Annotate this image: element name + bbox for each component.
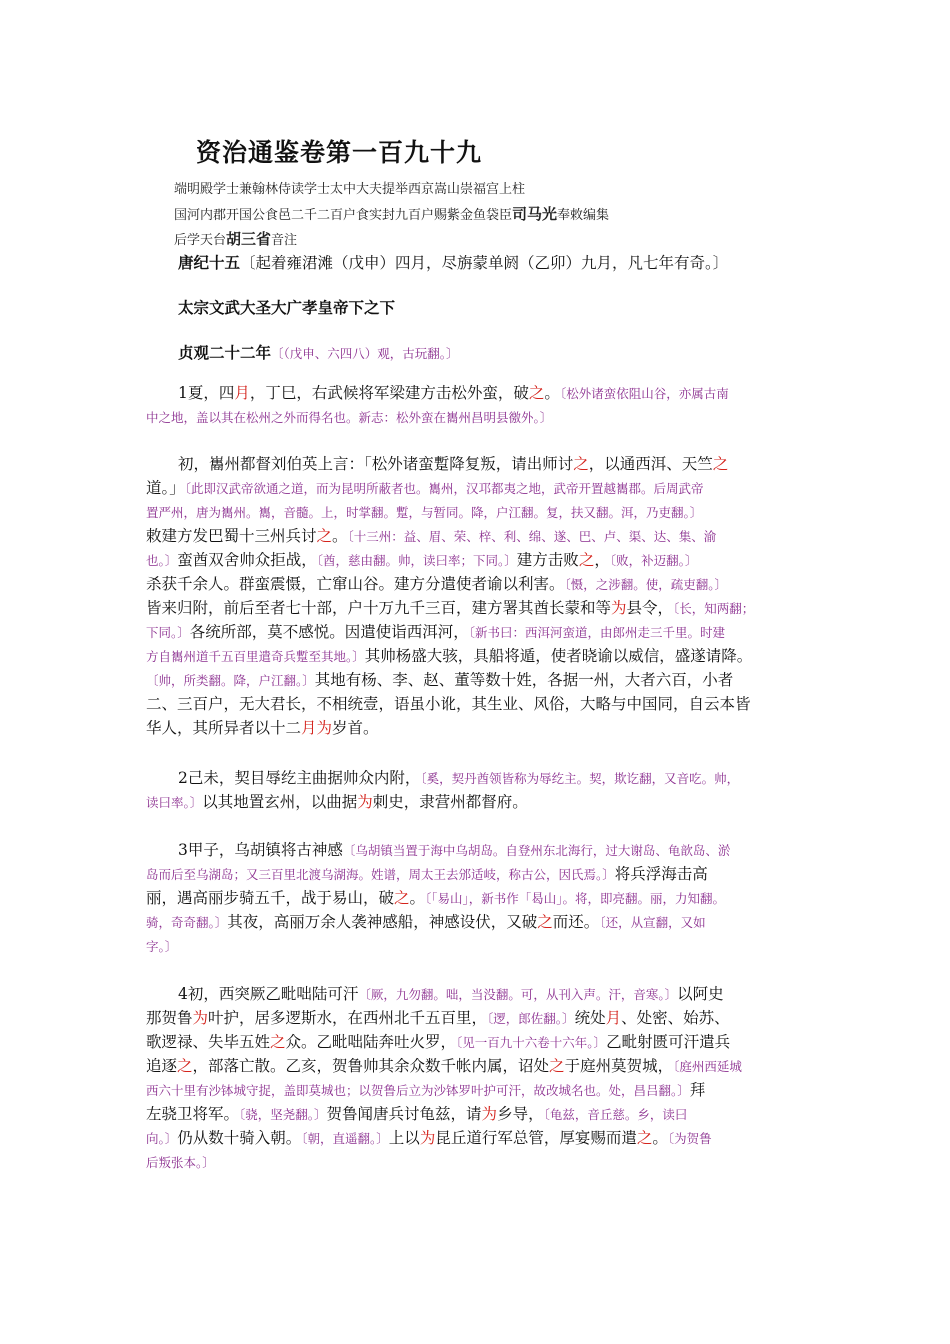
text-line: [146, 838, 814, 862]
main-text: 仍从数十骑入朝。: [177, 1129, 302, 1147]
text-line: [146, 381, 814, 405]
main-text: 于庭州莫贺城，: [564, 1057, 674, 1075]
year-heading: [178, 341, 459, 363]
text-line: [146, 572, 814, 596]
byline-annotator-suffix: 音注: [271, 233, 298, 248]
main-text: 4初，西突厥乙毗咄陆可汗: [178, 985, 359, 1003]
byline-compiler-prefix: 国河内郡开国公食邑二千二百户食实封九百户赐紫金鱼袋臣: [174, 208, 513, 223]
paragraph-1: [146, 381, 814, 429]
text-line: [146, 644, 814, 668]
commentary-note: 〔龟兹，音丘慈。乡，读曰: [543, 1107, 688, 1122]
main-text: ，: [594, 551, 610, 569]
highlighted-char: 之: [636, 1129, 653, 1147]
commentary-note: 〔奚，契丹酋领皆称为辱纥主。契，欺讫翻，又音吃。帅，: [420, 771, 740, 786]
main-text: 以其地置玄州，以曲据: [202, 793, 358, 811]
main-text: 。: [332, 527, 348, 545]
main-text: 以阿史: [677, 985, 724, 1003]
main-text: 初，巂州都督刘伯英上言：「松外诸蛮蹔降复叛，请出师讨: [178, 455, 574, 473]
main-text: 拜: [689, 1081, 706, 1099]
commentary-note: 〔帅，所类翻。降，户江翻。〕: [146, 673, 315, 688]
text-line: [146, 596, 814, 620]
text-line: [146, 1102, 814, 1126]
main-text: 2己未，契目辱纥主曲据帅众内附，: [178, 769, 421, 787]
text-line: [146, 1006, 814, 1030]
era-label: 唐纪十五: [178, 253, 241, 272]
highlighted-char: 之: [528, 384, 545, 402]
commentary-note: 骑，奇奇翻。〕: [146, 915, 228, 930]
text-line: [146, 405, 814, 429]
text-line: [146, 1030, 814, 1054]
year-label: 贞观二十二年: [178, 343, 272, 362]
chapter-heading: 太宗文武大圣大广孝皇帝下之下: [178, 298, 396, 317]
main-text: 。: [544, 384, 560, 402]
text-line: [146, 982, 814, 1006]
main-text: 叶护，居多逻斯水，在西州北千五百里，: [208, 1009, 488, 1027]
main-text: 二、三百户，无大君长，不相统壹，语虽小讹，其生业、风俗，大略与中国同，自云本皆: [146, 695, 751, 713]
main-text: 众。乙毗咄陆奔吐火罗，: [285, 1033, 457, 1051]
byline-annotator: [174, 228, 297, 249]
main-text: 华人，其所异者以十二: [146, 719, 302, 737]
main-text: 统处: [574, 1009, 606, 1027]
main-text: 刺史，隶营州都督府。: [372, 793, 528, 811]
highlighted-char: 为: [481, 1105, 498, 1123]
highlighted-char: 之: [573, 455, 589, 473]
text-line: [146, 548, 814, 572]
main-text: 岁首。: [332, 719, 379, 737]
text-line: [146, 766, 814, 790]
highlighted-char: 之: [316, 527, 333, 545]
main-text: 。: [652, 1129, 668, 1147]
commentary-note: 字。〕: [146, 939, 178, 954]
highlighted-char: 为: [192, 1009, 209, 1027]
main-text: 1夏，四: [178, 384, 235, 402]
commentary-note: 〔见一百九十六卷十六年。〕: [456, 1035, 607, 1050]
main-text: 将兵浮海击高: [614, 865, 708, 883]
main-text: 追逐: [146, 1057, 178, 1075]
main-text: 上以: [388, 1129, 420, 1147]
main-text: 而还。: [552, 913, 600, 931]
highlighted-char: 之: [394, 889, 410, 907]
text-line: [146, 1078, 814, 1102]
main-text: 乡导，: [497, 1105, 544, 1123]
highlighted-char: 月: [605, 1009, 622, 1027]
text-line: [146, 1054, 814, 1078]
highlighted-char: 为: [419, 1129, 436, 1147]
commentary-note: 〔厥，九勿翻。咄，当没翻。可，从刊入声。汗，音寒。〕: [358, 987, 678, 1002]
text-line: [146, 1126, 814, 1150]
text-line: [146, 790, 814, 814]
commentary-note: 后叛张本。〕: [146, 1155, 215, 1170]
commentary-note: 置严州，唐为巂州。巂，音髓。上，时掌翻。蹔，与暂同。降，户江翻。复，扶又翻。洱，乃吏翻。〕: [146, 505, 703, 520]
main-text: 3甲子，乌胡镇将古神感: [178, 841, 343, 859]
commentary-note: 〔为贺鲁: [667, 1131, 712, 1146]
byline-compiler: [174, 203, 609, 224]
main-text: 。: [409, 889, 426, 907]
main-text: 建方击败: [516, 551, 579, 569]
main-text: 县令，: [626, 599, 674, 617]
text-line: [146, 910, 814, 934]
main-text: 其夜，高丽万余人袭神感船，神感设伏，又破: [227, 913, 538, 931]
commentary-note: 〔酋，慈由翻。帅，读曰率；下同。〕: [316, 553, 517, 568]
main-text: 敕建方发巴蜀十三州兵讨: [146, 527, 317, 545]
paragraph-5: [146, 982, 814, 1174]
main-text: 其帅杨盛大骇，具船将遁，使者晓谕以威信，盛遂请降。: [364, 647, 753, 665]
paragraph-3: [146, 766, 814, 814]
main-text: ，丁巳，右武候将军梁建方击松外蛮，破: [249, 384, 529, 402]
commentary-note: 〔松外诸蛮依阻山谷，亦属古南: [559, 386, 729, 401]
main-text: 、处密、始苏、: [621, 1009, 730, 1027]
text-line: [146, 692, 814, 716]
highlighted-char: 之: [712, 455, 729, 473]
commentary-note: 〔朝，直遥翻。〕: [301, 1131, 389, 1146]
year-note: 〔（戊申、六四八）观，古玩翻。〕: [271, 346, 459, 361]
highlighted-char: 为: [357, 793, 373, 811]
era-note: 〔起着雍涒滩（戊申）四月，尽旃蒙单阏（乙卯）九月，凡七年有奇。〕: [240, 254, 729, 272]
paragraph-2: [146, 452, 814, 740]
highlighted-char: 月为: [301, 719, 333, 737]
text-line: [146, 500, 814, 524]
main-text: 其地有杨、李、赵、董等数十姓，各据一州，大者六百，小者: [314, 671, 734, 689]
commentary-note: 方自巂州道千五百里遣奇兵蹔至其地。〕: [146, 649, 365, 664]
commentary-note: 〔新书曰：西洱河蛮道，由郎州走三千里。时建: [468, 625, 726, 640]
byline-annotator-prefix: 后学天台: [174, 233, 227, 248]
commentary-note: 〔此即汉武帝欲通之道，而为昆明所蔽者也。巂州，汉邛都夷之地，武帝开置越巂郡。后周武帝: [184, 481, 704, 496]
text-line: [146, 524, 814, 548]
text-line: [146, 1150, 814, 1174]
era-heading: [178, 251, 728, 273]
highlighted-char: 之: [537, 913, 553, 931]
page-title: 资治通鉴卷第一百九十九: [196, 138, 483, 167]
byline-office: 端明殿学士兼翰林侍读学士太中大夫提举西京嵩山崇福宫上柱: [174, 182, 526, 197]
main-text: 歌逻禄、失毕五姓: [146, 1033, 271, 1051]
author-name: 司马光: [512, 205, 558, 223]
highlighted-char: 之: [578, 551, 595, 569]
text-line: [146, 886, 814, 910]
main-text: 贺鲁闻唐兵讨龟兹，请: [326, 1105, 482, 1123]
text-line: [146, 862, 814, 886]
highlighted-char: 之: [549, 1057, 565, 1075]
main-text: 左骁卫将军。: [146, 1105, 240, 1123]
commentary-note: 〔败，补迈翻。〕: [609, 553, 698, 568]
commentary-note: 向。〕: [146, 1131, 178, 1146]
highlighted-char: 为: [611, 599, 627, 617]
text-line: [146, 934, 814, 958]
commentary-note: 〔长，知两翻；: [673, 601, 755, 616]
main-text: 蛮酋双舍帅众拒战，: [177, 551, 317, 569]
text-line: [146, 620, 814, 644]
commentary-note: 〔慑，之涉翻。使，疏吏翻。〕: [564, 577, 728, 592]
main-text: ，部落亡散。乙亥，贺鲁帅其余众数千帐内属，诏处: [192, 1057, 550, 1075]
main-text: 各统所部，莫不感悦。因遣使诣西洱河，: [189, 623, 469, 641]
commentary-note: 岛而后至乌湖岛；又三百里北渡乌湖海。姓谱，周太王去邠适岐，称古公，因氏焉。〕: [146, 867, 615, 882]
paragraph-4: [146, 838, 814, 958]
commentary-note: 西六十里有沙钵城守捉，盖即莫城也；以贺鲁后立为沙钵罗叶护可汗，故改城名也。处，昌吕翻。〕: [146, 1083, 690, 1098]
main-text: 那贺鲁: [146, 1009, 193, 1027]
highlighted-char: 之: [177, 1057, 193, 1075]
commentary-note: 〔逻，郎佐翻。〕: [487, 1011, 575, 1026]
byline-compiler-suffix: 奉敕编集: [557, 208, 610, 223]
text-line: [146, 476, 814, 500]
commentary-note: 〔庭州西延城: [673, 1059, 742, 1074]
commentary-note: 〔「易山」，新书作「曷山」。将，即亮翻。丽，力知翻。: [425, 891, 726, 906]
highlighted-char: 之: [270, 1033, 286, 1051]
commentary-note: 也。〕: [146, 553, 178, 568]
main-text: 丽，遇高丽步骑五千，战于易山，破: [146, 889, 395, 907]
text-line: [146, 452, 814, 476]
commentary-note: 下同。〕: [146, 625, 190, 640]
commentary-note: 〔乌胡镇当置于海中乌胡岛。自登州东北海行，过大谢岛、龟歆岛、淤: [342, 843, 731, 858]
text-line: [146, 716, 814, 740]
commentary-note: 读曰率。〕: [146, 795, 203, 810]
main-text: 道。」: [146, 479, 185, 497]
commentary-note: 〔还，从宣翻，又如: [599, 915, 706, 930]
main-text: ，以通西洱、天竺: [588, 455, 713, 473]
main-text: 昆丘道行军总管，厚宴赐而遣: [435, 1129, 637, 1147]
highlighted-char: 月: [234, 384, 250, 402]
main-text: 杀获千余人。群蛮震慑，亡窜山谷。建方分遣使者谕以利害。: [146, 575, 565, 593]
main-text: 皆来归附，前后至者七十部，户十万九千三百，建方署其酋长蒙和等: [146, 599, 612, 617]
text-line: [146, 668, 814, 692]
commentary-note: 〔骁，坚尧翻。〕: [239, 1107, 327, 1122]
annotator-name: 胡三省: [226, 230, 272, 248]
commentary-note: 中之地，盖以其在松州之外而得名也。新志：松外蛮在巂州昌明县徼外。〕: [146, 410, 553, 425]
commentary-note: 〔十三州：益、眉、荣、梓、利、绵、遂、巴、卢、渠、达、集、渝: [347, 529, 717, 544]
main-text: 乙毗射匮可汗遣兵: [606, 1033, 731, 1051]
